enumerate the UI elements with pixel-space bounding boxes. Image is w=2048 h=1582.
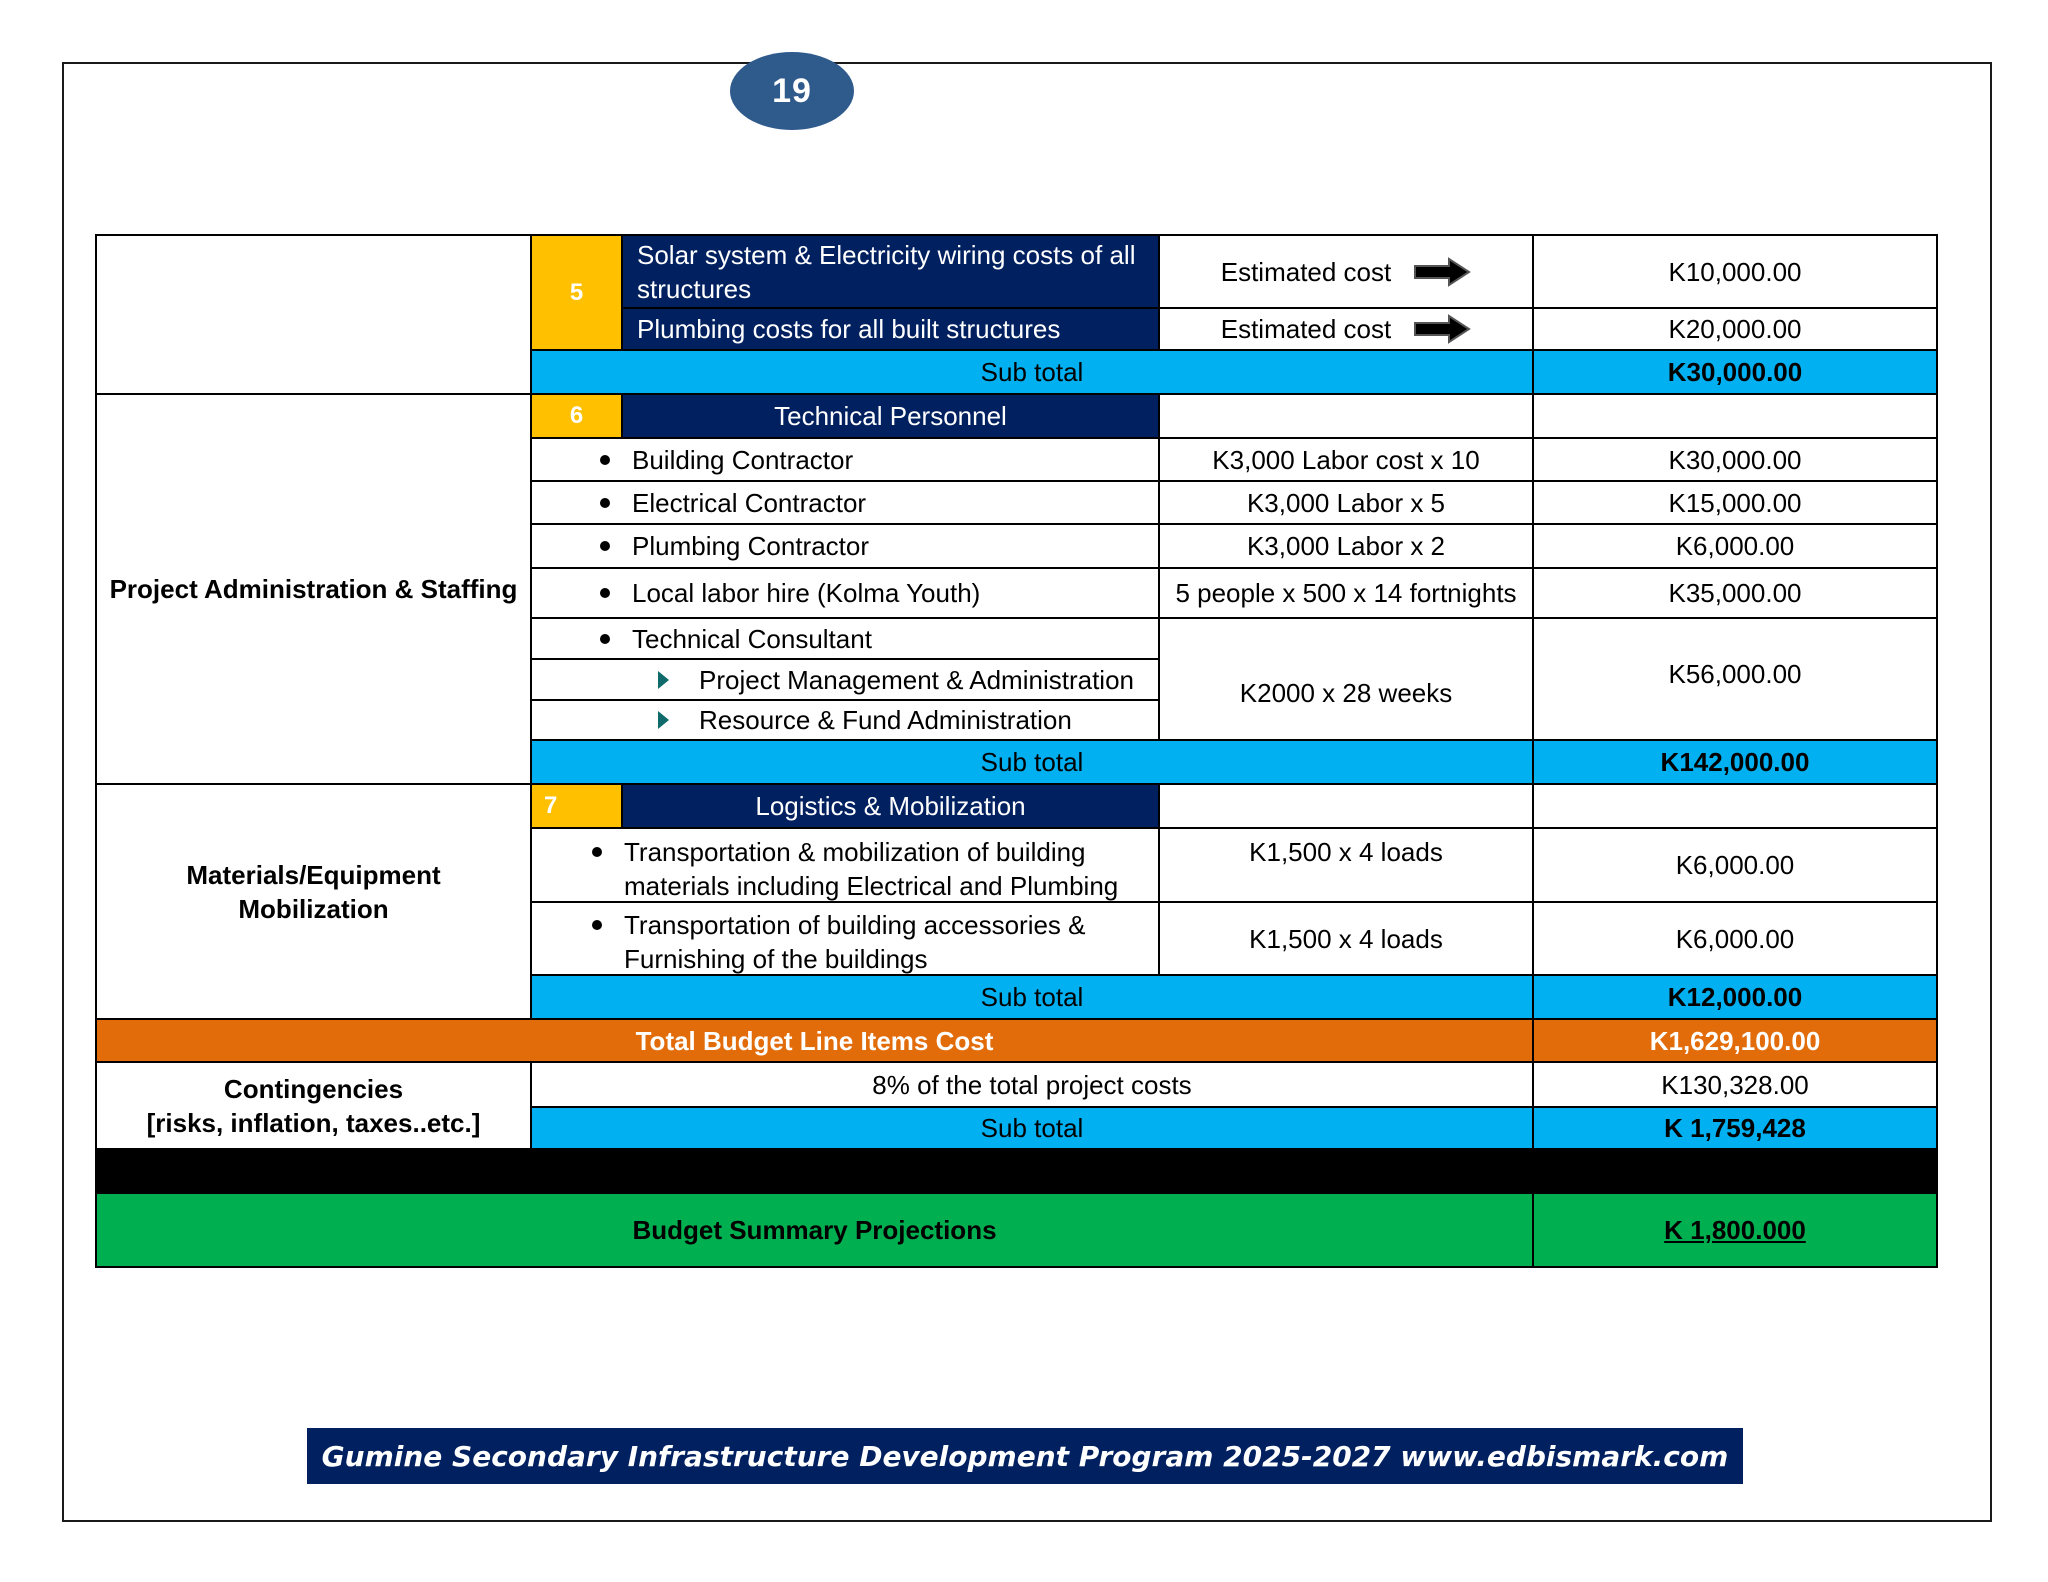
bullet-icon bbox=[592, 920, 602, 930]
page-number: 19 bbox=[772, 71, 812, 110]
subtotal-amount: K30,000.00 bbox=[1532, 349, 1938, 395]
triangle-bullet-icon bbox=[658, 671, 669, 689]
section-number: 6 bbox=[530, 393, 623, 439]
total-amount: K1,629,100.00 bbox=[1532, 1018, 1938, 1063]
bullet-icon bbox=[600, 541, 610, 551]
section-number: 5 bbox=[530, 234, 623, 351]
summary-label: Budget Summary Projections bbox=[95, 1192, 1534, 1268]
contingencies-basis: 8% of the total project costs bbox=[530, 1061, 1534, 1108]
page-number-badge bbox=[730, 52, 854, 130]
cost-basis-cell bbox=[1158, 393, 1534, 439]
cost-basis-cell: K2000 x 28 weeks bbox=[1158, 617, 1534, 741]
line-item: Transportation of building accessories & Furnishing of the buildings bbox=[530, 901, 1160, 976]
amount-cell: K30,000.00 bbox=[1532, 437, 1938, 482]
triangle-bullet-icon bbox=[658, 711, 669, 729]
cost-basis-cell: K3,000 Labor cost x 10 bbox=[1158, 437, 1534, 482]
right-arrow-icon bbox=[1413, 314, 1471, 344]
amount-cell: K10,000.00 bbox=[1532, 234, 1938, 309]
line-item: Plumbing Contractor bbox=[530, 523, 1160, 569]
amount-cell: K6,000.00 bbox=[1532, 827, 1938, 903]
bullet-icon bbox=[592, 847, 602, 857]
line-item-description: Solar system & Electricity wiring costs of all structures bbox=[621, 234, 1160, 309]
line-item: Building Contractor bbox=[530, 437, 1160, 482]
subtotal-label: Sub total bbox=[530, 349, 1534, 395]
right-arrow-icon bbox=[1413, 257, 1471, 287]
sub-line-item: Project Management & Administration bbox=[530, 658, 1160, 701]
subtotal-label: Sub total bbox=[530, 974, 1534, 1020]
summary-amount: K 1,800.000 bbox=[1532, 1192, 1938, 1268]
cost-basis-cell: K1,500 x 4 loads bbox=[1158, 901, 1534, 976]
line-item: Local labor hire (Kolma Youth) bbox=[530, 567, 1160, 619]
section-title: Logistics & Mobilization bbox=[621, 783, 1160, 829]
subtotal-amount: K12,000.00 bbox=[1532, 974, 1938, 1020]
cost-basis-cell: K3,000 Labor x 2 bbox=[1158, 523, 1534, 569]
cost-basis-cell: K3,000 Labor x 5 bbox=[1158, 480, 1534, 525]
amount-cell: K6,000.00 bbox=[1532, 901, 1938, 976]
cost-basis-cell: K1,500 x 4 loads bbox=[1158, 827, 1534, 903]
bullet-icon bbox=[600, 588, 610, 598]
cost-basis-cell: Estimated cost bbox=[1158, 307, 1534, 351]
amount-cell: K15,000.00 bbox=[1532, 480, 1938, 525]
bullet-icon bbox=[600, 634, 610, 644]
contingencies-category: Contingencies [risks, inflation, taxes..etc.] bbox=[95, 1061, 532, 1150]
line-item: Electrical Contractor bbox=[530, 480, 1160, 525]
category-cell: Materials/Equipment Mobilization bbox=[95, 783, 532, 1020]
line-item: Transportation & mobilization of building materials including Electrical and Plumbing bbox=[530, 827, 1160, 903]
bullet-icon bbox=[600, 498, 610, 508]
budget-table bbox=[95, 234, 1938, 1266]
amount-cell bbox=[1532, 783, 1938, 829]
section-number: 7 bbox=[530, 783, 623, 829]
category-cell: Project Administration & Staffing bbox=[95, 393, 532, 785]
line-item: Technical Consultant bbox=[530, 617, 1160, 660]
cost-basis-cell: 5 people x 500 x 14 fortnights bbox=[1158, 567, 1534, 619]
section-title: Technical Personnel bbox=[621, 393, 1160, 439]
amount-cell: K20,000.00 bbox=[1532, 307, 1938, 351]
category-cell-empty bbox=[95, 234, 532, 395]
contingencies-amount: K130,328.00 bbox=[1532, 1061, 1938, 1108]
subtotal-label: Sub total bbox=[530, 1106, 1534, 1150]
cost-basis-cell: Estimated cost bbox=[1158, 234, 1534, 309]
bullet-icon bbox=[600, 455, 610, 465]
subtotal-amount: K 1,759,428 bbox=[1532, 1106, 1938, 1150]
separator-bar bbox=[95, 1148, 1938, 1194]
subtotal-label: Sub total bbox=[530, 739, 1534, 785]
total-label: Total Budget Line Items Cost bbox=[95, 1018, 1534, 1063]
subtotal-amount: K142,000.00 bbox=[1532, 739, 1938, 785]
amount-cell: K56,000.00 bbox=[1532, 617, 1938, 741]
amount-cell: K35,000.00 bbox=[1532, 567, 1938, 619]
cost-basis-cell bbox=[1158, 783, 1534, 829]
amount-cell: K6,000.00 bbox=[1532, 523, 1938, 569]
sub-line-item: Resource & Fund Administration bbox=[530, 699, 1160, 741]
amount-cell bbox=[1532, 393, 1938, 439]
line-item-description: Plumbing costs for all built structures bbox=[621, 307, 1160, 351]
footer-banner: Gumine Secondary Infrastructure Development Program 2025-2027 www.edbismark.com bbox=[307, 1428, 1743, 1484]
